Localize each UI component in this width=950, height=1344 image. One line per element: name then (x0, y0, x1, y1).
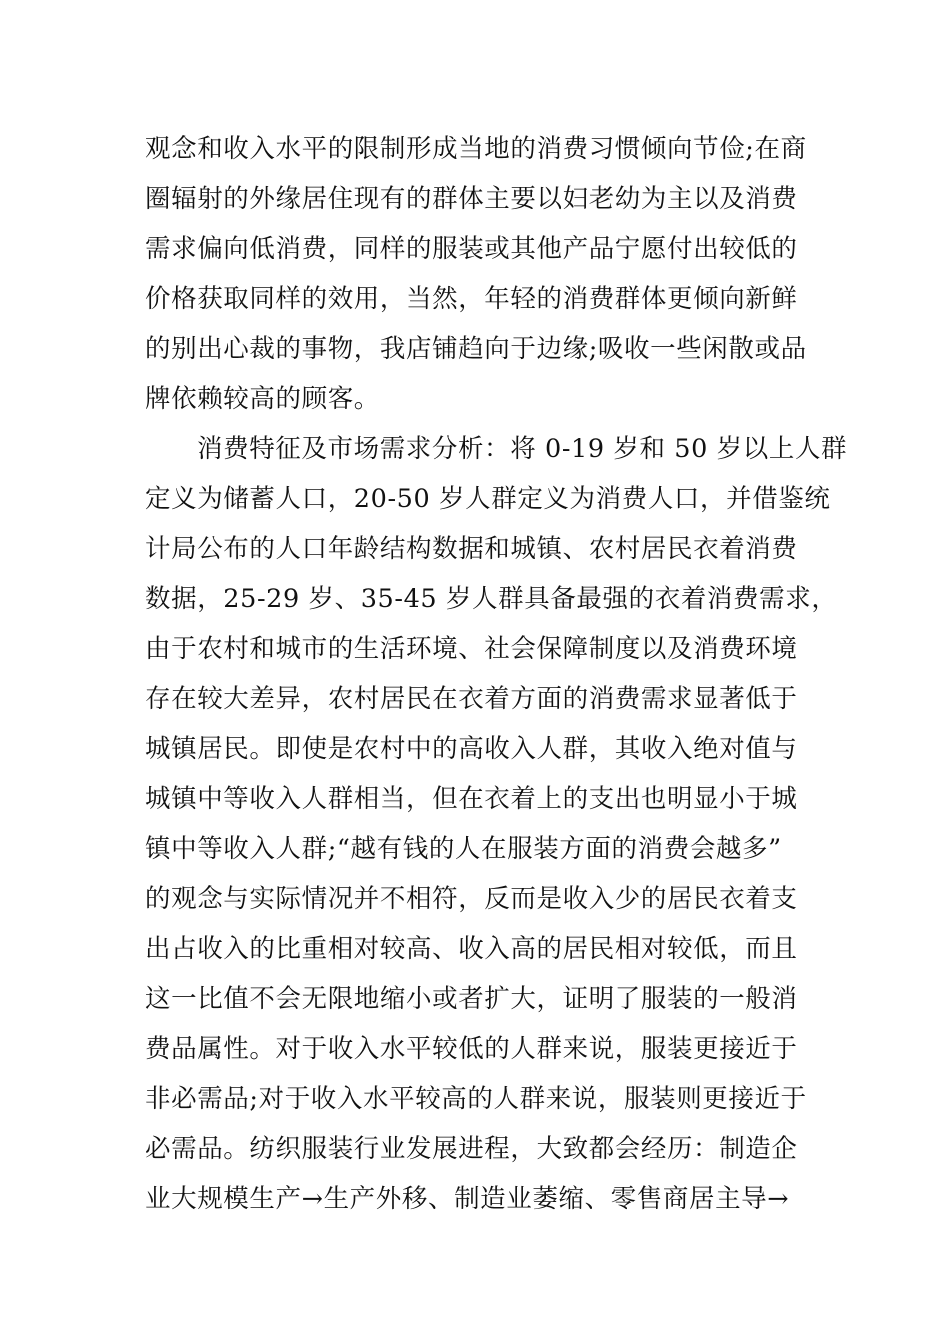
text-line: 的观念与实际情况并不相符，反而是收入少的居民衣着支 (145, 884, 798, 914)
text-line: 由于农村和城市的生活环境、社会保障制度以及消费环境 (145, 634, 798, 664)
text-line: 必需品。纺织服装行业发展进程，大致都会经历：制造企 (145, 1134, 798, 1164)
text-line: 需求偏向低消费，同样的服装或其他产品宁愿付出较低的 (145, 234, 798, 264)
text-line: 存在较大差异，农村居民在衣着方面的消费需求显著低于 (145, 684, 798, 714)
text-line: 费品属性。对于收入水平较低的人群来说，服装更接近于 (145, 1034, 798, 1064)
text-line: 价格获取同样的效用，当然，年轻的消费群体更倾向新鲜 (145, 284, 798, 314)
text-line: 出占收入的比重相对较高、收入高的居民相对较低，而且 (145, 934, 798, 964)
text-line: 的别出心裁的事物，我店铺趋向于边缘;吸收一些闲散或品 (145, 334, 807, 364)
text-line: 牌依赖较高的顾客。 (145, 384, 380, 414)
text-line: 非必需品;对于收入水平较高的人群来说，服装则更接近于 (145, 1084, 807, 1114)
text-line: 观念和收入水平的限制形成当地的消费习惯倾向节俭;在商 (145, 134, 807, 164)
text-line: 数据，25-29 岁、35-45 岁人群具备最强的衣着消费需求， (145, 584, 838, 614)
text-line: 圈辐射的外缘居住现有的群体主要以妇老幼为主以及消费 (145, 184, 798, 214)
text-line: 这一比值不会无限地缩小或者扩大，证明了服装的一般消 (145, 984, 798, 1014)
text-line: 城镇中等收入人群相当，但在衣着上的支出也明显小于城 (145, 784, 798, 814)
text-line: 定义为储蓄人口，20-50 岁人群定义为消费人口，并借鉴统 (145, 484, 831, 514)
paragraph-start-line: 消费特征及市场需求分析：将 0-19 岁和 50 岁以上人群 (197, 434, 848, 464)
text-line: 业大规模生产→生产外移、制造业萎缩、零售商居主导→ (145, 1184, 790, 1214)
text-line: 计局公布的人口年龄结构数据和城镇、农村居民衣着消费 (145, 534, 798, 564)
text-line: 城镇居民。即使是农村中的高收入人群，其收入绝对值与 (145, 734, 798, 764)
text-line: 镇中等收入人群;“越有钱的人在服装方面的消费会越多” (145, 834, 782, 864)
